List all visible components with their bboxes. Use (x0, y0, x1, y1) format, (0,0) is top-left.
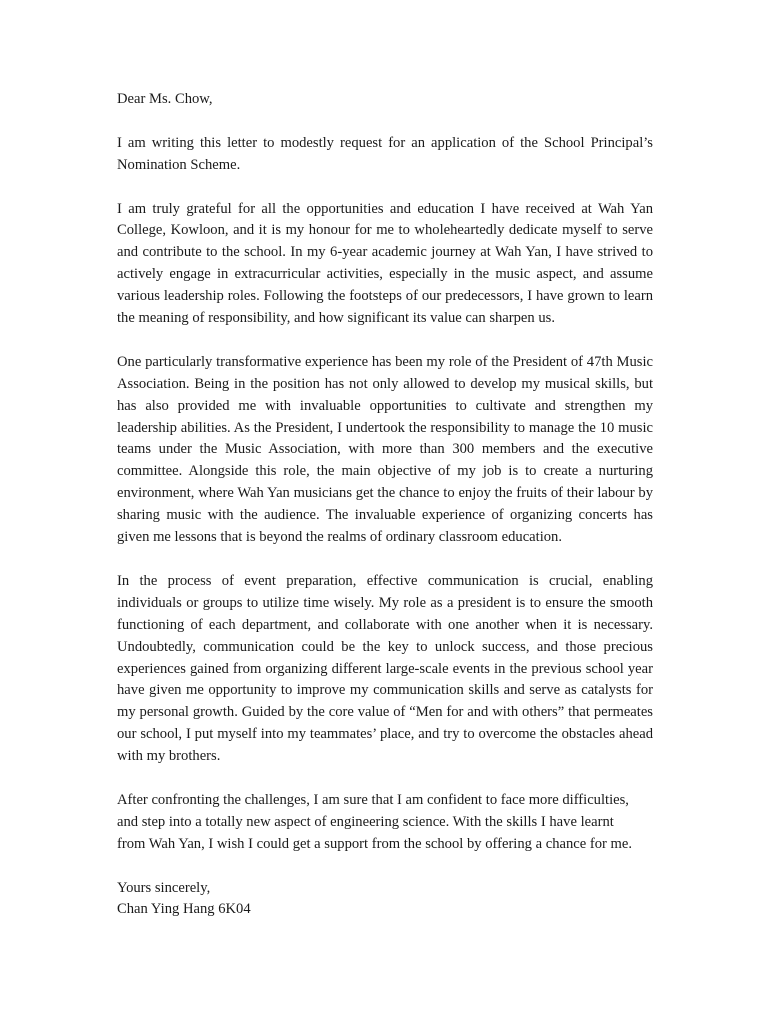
paragraph-music-association: One particularly transformative experience has been my role of the President of 47th Music Association. Being in the position has not only allowed to develop my musical skills, but has also provided me with invaluable opportunities to cultivate and strengthen my leadership abilities. As the President, I undertook the responsibility to manage the 10 music teams under the Music Association, with more than 300 members and the executive committee. Alongside this role, the main objective of my job is to create a nurturing environment, where Wah Yan musicians get the chance to enjoy the fruits of their labour by sharing music with the audience. The invaluable experience of organizing concerts has given me lessons that is beyond the realms of ordinary classroom education. (117, 353, 653, 546)
signature: Chan Ying Hang 6K04 (117, 901, 251, 918)
paragraph-request: I am writing this letter to modestly request for an application of the School Principal’s Nomination Scheme. (117, 134, 653, 173)
paragraph-communication: In the process of event preparation, effective communication is crucial, enabling individuals or groups to utilize time wisely. My role as a president is to ensure the smooth functioning of each department, and collaborate with one another when it is necessary. Undoubtedly, communication could be the key to unlock success, and those precious experiences gained from organizing different large-scale events in the previous school year have given me opportunity to improve my communication skills and serve as catalysts for my personal growth. Guided by the core value of “Men for and with others” that permeates our school, I put myself into my teammates’ place, and try to overcome the obstacles ahead with my brothers. (117, 572, 653, 765)
paragraph-conclusion: After confronting the challenges, I am sure that I am confident to face more difficulties, and step into a totally new aspect of engineering science. With the skills I have learnt from Wah Yan, I wish I could get a support from the school by offering a chance for me. (117, 791, 633, 852)
salutation: Dear Ms. Chow, (117, 91, 213, 107)
letter (117, 89, 653, 921)
closing: Yours sincerely, (117, 879, 211, 896)
paragraph-gratitude: I am truly grateful for all the opportunities and education I have received at Wah Yan College, Kowloon, and it is my honour for me to wholeheartedly dedicate myself to serve and contribute to the school. In my 6-year academic journey at Wah Yan, I have strived to actively engage in extracurricular activities, especially in the music aspect, and assume various leadership roles. Following the footsteps of our predecessors, I have grown to learn the meaning of responsibility, and how significant its value can sharpen us. (117, 200, 653, 327)
